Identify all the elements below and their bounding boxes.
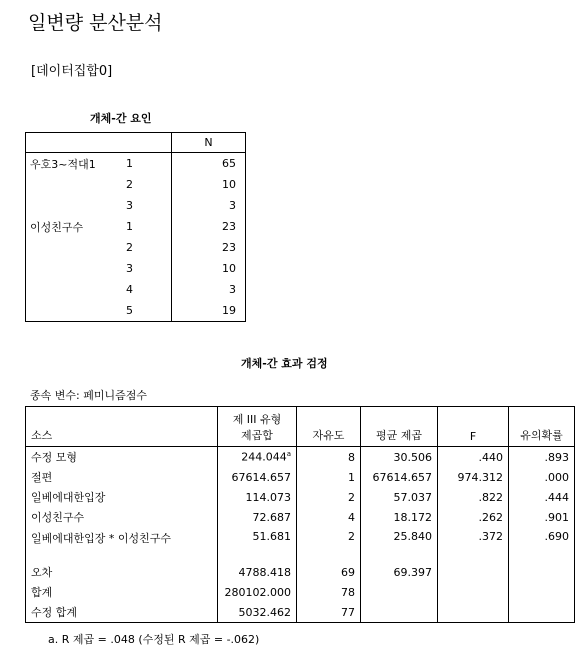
factor-label (26, 300, 114, 322)
page-title: 일변량 분산분석 (28, 12, 163, 34)
sig-cell (509, 582, 575, 602)
f-cell (438, 582, 509, 602)
ss-cell: 280102.000 (218, 582, 297, 602)
factor-label: 이성친구수 (26, 216, 114, 237)
ms-cell: 67614.657 (361, 467, 438, 487)
source-cell: 오차 (26, 562, 218, 582)
f-cell: .262 (438, 507, 509, 527)
factor-n: 3 (172, 279, 246, 300)
ss-cell: 4788.418 (218, 562, 297, 582)
ms-cell (361, 602, 438, 623)
df-cell: 8 (297, 447, 361, 468)
table-row (26, 602, 575, 623)
table-row (26, 507, 575, 527)
source-cell: 수정 합계 (26, 602, 218, 623)
factor-n: 3 (172, 195, 246, 216)
source-cell: 이성친구수 (26, 507, 218, 527)
factor-label (26, 237, 114, 258)
source-header: 소스 (26, 407, 218, 447)
table-row (26, 258, 246, 279)
factor-label (26, 279, 114, 300)
source-cell: 수정 모형 (26, 447, 218, 468)
factor-n: 10 (172, 174, 246, 195)
table-row (26, 562, 575, 582)
between-factors-caption: 개체-간 요인 (90, 112, 152, 125)
table-row (26, 174, 246, 195)
sig-cell: .444 (509, 487, 575, 507)
sig-cell (509, 562, 575, 582)
ss-header (218, 407, 297, 447)
factor-n: 19 (172, 300, 246, 322)
f-cell (438, 562, 509, 582)
factor-label: 우호3~적대1 (26, 153, 114, 175)
source-cell: 일베에대한입장 * 이성친구수 (26, 527, 218, 562)
table-header-row (26, 407, 575, 447)
df-cell: 2 (297, 527, 361, 562)
ss-cell: 51.681 (218, 527, 297, 562)
df-cell: 4 (297, 507, 361, 527)
between-effects-table (25, 406, 575, 623)
table-header-row (26, 133, 246, 153)
table-row (26, 487, 575, 507)
f-cell (438, 602, 509, 623)
factor-n: 10 (172, 258, 246, 279)
factor-label (26, 258, 114, 279)
ms-cell: 18.172 (361, 507, 438, 527)
factor-code: 3 (126, 262, 133, 275)
ms-cell: 69.397 (361, 562, 438, 582)
df-cell: 2 (297, 487, 361, 507)
ms-cell (361, 582, 438, 602)
sig-cell: .690 (509, 527, 575, 562)
dependent-variable-label: 종속 변수: 페미니즘점수 (30, 389, 147, 402)
sig-header: 유의확률 (509, 407, 575, 447)
factor-code: 2 (126, 178, 133, 191)
factor-code: 2 (126, 241, 133, 254)
ss-cell: 114.073 (218, 487, 297, 507)
df-cell: 69 (297, 562, 361, 582)
factor-n: 23 (172, 216, 246, 237)
source-cell: 일베에대한입장 (26, 487, 218, 507)
n-header: N (172, 133, 246, 153)
factor-code: 4 (126, 283, 133, 296)
table-row (26, 237, 246, 258)
ss-header-line1: 제 III 유형 (232, 413, 282, 426)
factor-code: 3 (126, 199, 133, 212)
df-cell: 1 (297, 467, 361, 487)
factor-n: 23 (172, 237, 246, 258)
factor-label (26, 195, 114, 216)
table-row (26, 527, 575, 562)
source-cell: 합계 (26, 582, 218, 602)
f-cell: .372 (438, 527, 509, 562)
f-cell: 974.312 (438, 467, 509, 487)
factor-code: 1 (126, 220, 133, 233)
df-header: 자유도 (297, 407, 361, 447)
ss-cell: 244.044$^a$ (218, 447, 297, 468)
ms-cell: 57.037 (361, 487, 438, 507)
table-row (26, 279, 246, 300)
ms-cell: 30.506 (361, 447, 438, 468)
table-row (26, 582, 575, 602)
table-row (26, 300, 246, 322)
sig-cell: .893 (509, 447, 575, 468)
f-cell: .822 (438, 487, 509, 507)
ss-cell: 67614.657 (218, 467, 297, 487)
factor-n: 65 (172, 153, 246, 175)
sig-cell: .000 (509, 467, 575, 487)
df-cell: 78 (297, 582, 361, 602)
source-cell: 절편 (26, 467, 218, 487)
table-footnote: a. R 제곱 = .048 (수정된 R 제곱 = -.062) (48, 633, 260, 646)
f-header: F (438, 407, 509, 447)
ms-cell: 25.840 (361, 527, 438, 562)
factor-label (26, 174, 114, 195)
table-row (26, 153, 246, 175)
table-row (26, 467, 575, 487)
ss-header-line2: 제곱합 (241, 429, 273, 442)
ss-cell: 5032.462 (218, 602, 297, 623)
dataset-label: [데이터집합0] (31, 64, 113, 79)
df-cell: 77 (297, 602, 361, 623)
table-row (26, 195, 246, 216)
ss-cell: 72.687 (218, 507, 297, 527)
footnote-marker: a (286, 450, 291, 459)
tests-caption: 개체-간 효과 검정 (241, 357, 328, 370)
table-row (26, 216, 246, 237)
sig-cell: .901 (509, 507, 575, 527)
factor-code: 5 (113, 300, 172, 322)
sig-cell (509, 602, 575, 623)
between-factors-table (25, 132, 246, 322)
f-cell: .440 (438, 447, 509, 468)
ms-header: 평균 제곱 (361, 407, 438, 447)
table-row (26, 447, 575, 468)
factor-code: 1 (126, 157, 133, 170)
